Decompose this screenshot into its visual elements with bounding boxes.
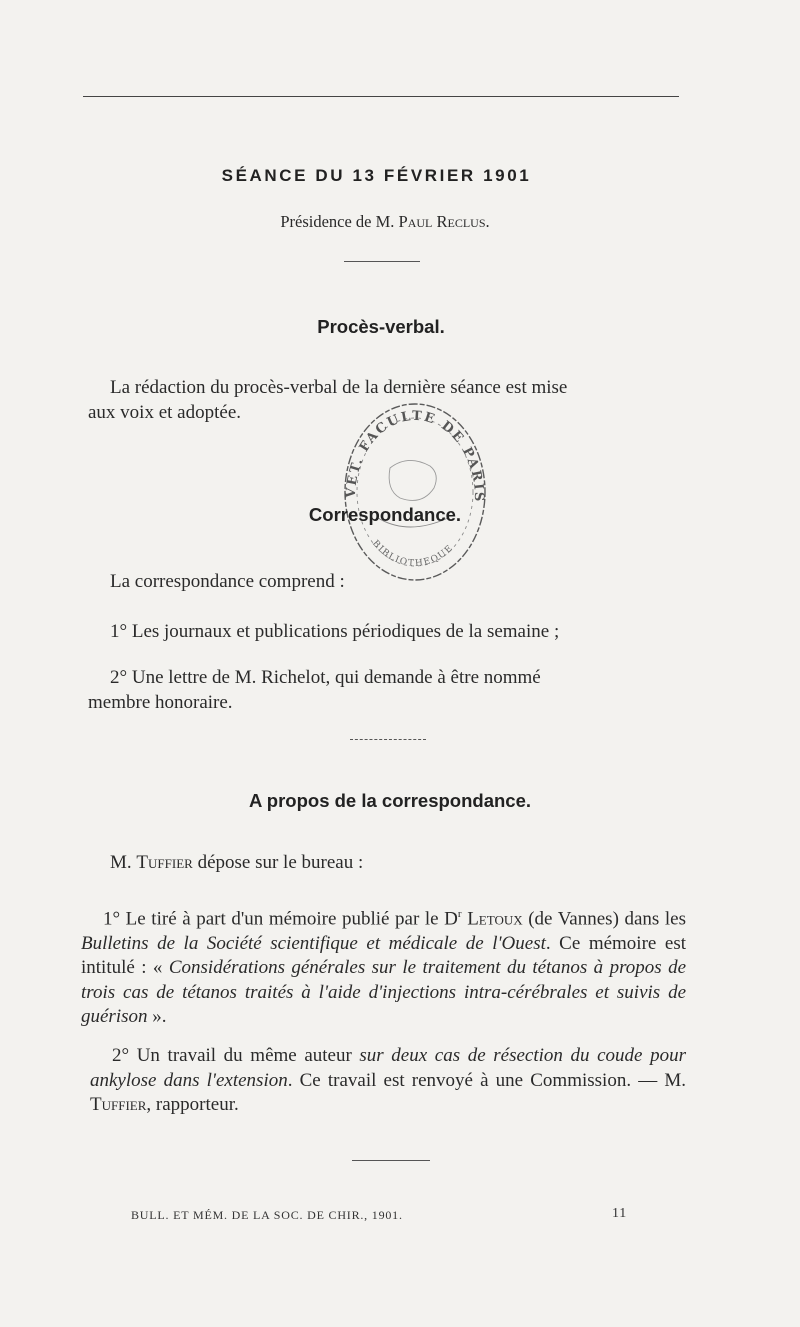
seance-heading: SÉANCE DU 13 FÉVRIER 1901 xyxy=(221,166,532,185)
item1-text-4: ». xyxy=(147,1006,167,1028)
correspondance-intro: La correspondance comprend : xyxy=(110,571,345,592)
correspondance-item2-block xyxy=(88,666,688,715)
a-propos-item1 xyxy=(81,902,686,1030)
a-propos-item2 xyxy=(90,1044,686,1118)
stamp-text-top: VET. FACULTE DE PARIS xyxy=(343,408,487,504)
proces-verbal-line2: aux voix et adoptée. xyxy=(88,401,242,423)
correspondance-item1-block xyxy=(88,620,688,645)
divider-2 xyxy=(350,739,426,740)
stamp-text-bottom: BIBLIOTHEQUE xyxy=(369,538,456,569)
correspondance-title: Correspondance. xyxy=(308,504,462,525)
a-propos-intro-suffix: dépose sur le bureau : xyxy=(192,852,364,873)
correspondance-item2-line2: membre honoraire. xyxy=(88,691,233,713)
journal-title: Bulletins de la Société scientifique et médicale de l'Ouest xyxy=(81,932,546,954)
item1-text-2: (de Vannes) dans les xyxy=(522,908,686,930)
top-rule xyxy=(83,96,679,97)
memoir-title: Considérations générales sur le traitement du tétanos à propos de trois cas de tétanos traités à l'aide d'injections intra-cérébrales et suivis de guérison xyxy=(81,957,686,1028)
a-propos-intro xyxy=(88,851,688,876)
item2-text-2: . Ce travail est renvoyé à une Commission. — M. xyxy=(287,1069,686,1091)
a-propos-intro-block xyxy=(88,851,688,876)
divider-3 xyxy=(352,1160,430,1161)
tuffier-name: Tuffier xyxy=(136,852,193,873)
item1-text-1: 1° Le tiré à part d'un mémoire publié par le D xyxy=(103,908,458,930)
presidence-line xyxy=(0,212,770,232)
item2-text-1: 2° Un travail du même auteur xyxy=(112,1045,360,1066)
page-number: 11 xyxy=(612,1206,628,1221)
item1-text-3: . Ce mémoire est intitulé : « xyxy=(81,932,686,979)
item2-text-3: , rapporteur. xyxy=(146,1094,239,1115)
president-name: Paul Reclus. xyxy=(398,212,490,231)
correspondance-intro-block xyxy=(88,570,688,595)
a-propos-title: A propos de la correspondance. xyxy=(248,790,532,811)
letoux-name: Letoux xyxy=(467,908,523,930)
correspondance-item1: 1° Les journaux et publications périodiques de la semaine ; xyxy=(110,621,560,642)
work-title: sur deux cas de résection du coude pour ankylose dans l'extension xyxy=(90,1045,686,1091)
svg-text:VET. FACULTE DE PARIS xyxy=(344,409,486,503)
item1-sup: r xyxy=(457,908,462,920)
proces-verbal-line1: La rédaction du procès-verbal de la dernière séance est mise xyxy=(110,377,568,398)
proces-verbal-title: Procès-verbal. xyxy=(317,316,445,337)
correspondance-item2-line1: 2° Une lettre de M. Richelot, qui demande à être nommé xyxy=(110,667,541,688)
svg-text:BIBLIOTHEQUE xyxy=(370,539,456,569)
library-stamp xyxy=(330,398,490,586)
rapporteur-name: Tuffier xyxy=(90,1094,147,1115)
a-propos-intro-prefix: M. xyxy=(110,852,137,873)
presidence-prefix: Présidence de M. xyxy=(280,212,399,231)
footer-citation: BULL. ET MÉM. DE LA SOC. DE CHIR., 1901. xyxy=(131,1208,403,1222)
divider-1 xyxy=(344,261,420,262)
